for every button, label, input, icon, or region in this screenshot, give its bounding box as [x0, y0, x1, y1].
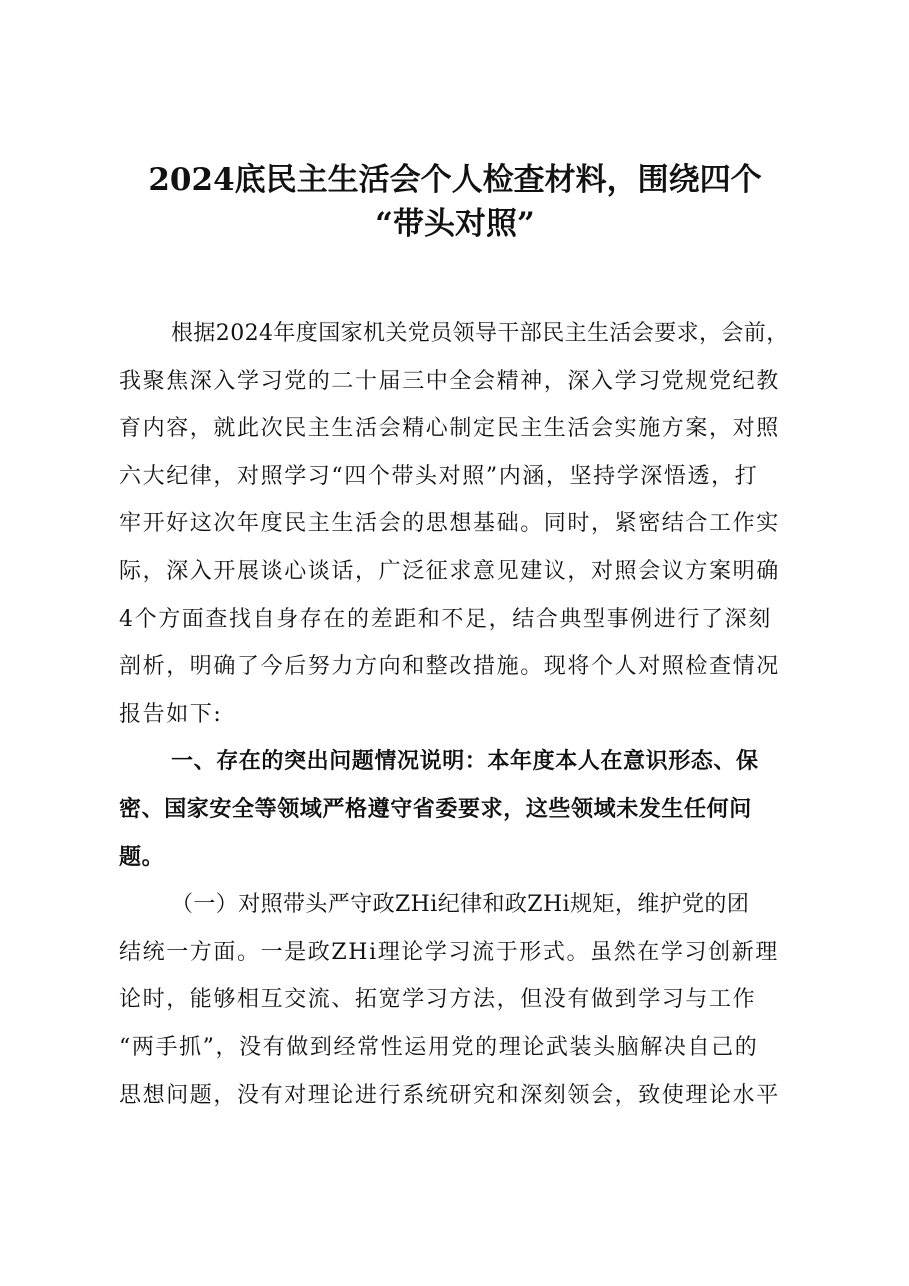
- paragraph-1-line-3: 育内容，就此次民主生活会精心制定民主生活会实施方案，对照: [119, 416, 780, 442]
- title-line-1: 2024底民主生活会个人检查材料，围绕四个: [148, 162, 762, 198]
- section-1-line-3: 题。: [119, 844, 165, 870]
- paragraph-1-line-6: 际，深入开展谈心谈话，广泛征求意见建议，对照会议方案明确: [119, 558, 780, 584]
- paragraph-1-line-4: 六大纪律，对照学习“四个带头对照”内涵，坚持学深悟透，打: [119, 463, 759, 489]
- paragraph-1-line-9: 报告如下:: [119, 701, 223, 727]
- paragraph-2-line-5: 思想问题，没有对理论进行系统研究和深刻领会，致使理论水平: [119, 1082, 780, 1108]
- paragraph-1-line-7: 4个方面查找自身存在的差距和不足，结合典型事例进行了深刻: [119, 606, 772, 632]
- paragraph-2-line-3: 论时，能够相互交流、拓宽学习方法，但没有做到学习与工作: [119, 987, 757, 1013]
- paragraph-1-line-1: 根据2024年度国家机关党员领导干部民主生活会要求，会前，: [171, 321, 789, 346]
- title-line-2: “带头对照”: [375, 206, 535, 242]
- paragraph-2-line-2: 结统一方面。一是政ZHi理论学习流于形式。虽然在学习创新理: [119, 939, 779, 965]
- section-1-line-2: 密、国家安全等领域严格遵守省委要求，这些领域未发生任何问: [119, 796, 752, 822]
- paragraph-1-line-2: 我聚焦深入学习党的二十届三中全会精神，深入学习党规党纪教: [119, 368, 780, 394]
- paragraph-1-line-8: 剖析，明确了今后努力方向和整改措施。现将个人对照检查情况: [119, 654, 780, 680]
- document-body: [119, 310, 794, 1119]
- document-title: [100, 158, 810, 246]
- paragraph-2-line-4: “两手抓”，没有做到经常性运用党的理论武装头脑解决自己的: [119, 1034, 759, 1060]
- paragraph-1-line-5: 牢开好这次年度民主生活会的思想基础。同时，紧密结合工作实: [119, 511, 780, 537]
- section-1-line-1: 一、存在的突出问题情况说明：本年度本人在意识形态、保: [171, 749, 759, 775]
- paragraph-2-line-1: （一）对照带头严守政ZHi纪律和政ZHi规矩，维护党的团: [171, 892, 750, 918]
